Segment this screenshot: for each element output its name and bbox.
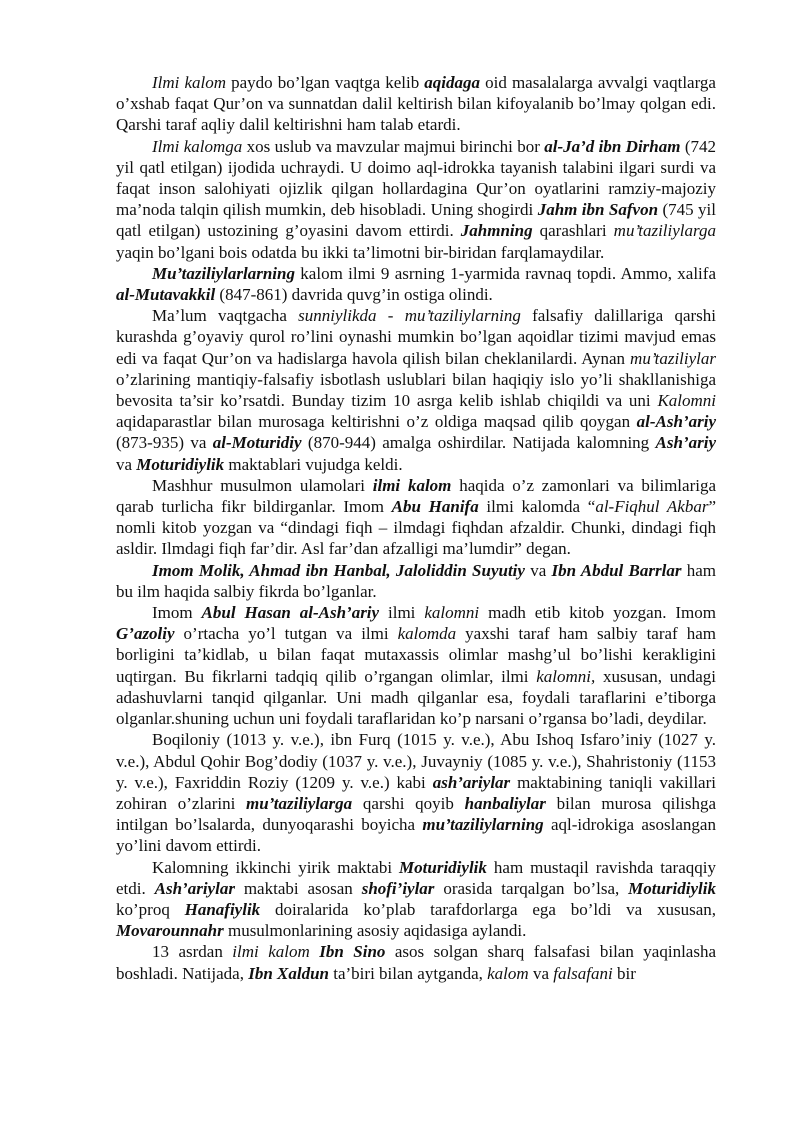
bold-italic-term: Movarounnahr bbox=[116, 921, 224, 941]
text-run: qarshi qoyib bbox=[352, 793, 465, 813]
bold-italic-term: G’azoliy bbox=[116, 624, 175, 644]
paragraph-4 bbox=[116, 305, 716, 475]
italic-term: al-Fiqhul Akbar bbox=[595, 497, 709, 517]
bold-italic-term: Hanafiylik bbox=[184, 899, 261, 919]
paragraph-8 bbox=[116, 729, 716, 856]
text-run: madh etib kitob yozgan. Imom bbox=[479, 603, 716, 623]
paragraph-10 bbox=[116, 941, 716, 983]
text-run: xos uslub va mavzular majmui birinchi bor bbox=[242, 136, 545, 156]
text-run: va bbox=[524, 560, 552, 580]
italic-term: kalomni bbox=[424, 603, 480, 623]
text-run: falsafiy dalillariga qarshi kurashda g’oyaviy qurol ro’lini oynashi mumkin bo’lgan aqoidlar tizimi mavjud emas edi va faqat Qur’on va hadislarga havola qilish bilan cheklanilardi. Aynan bbox=[116, 306, 716, 368]
text-run: ilmi kalomda “ bbox=[478, 497, 596, 517]
bold-italic-term: Jahmning bbox=[460, 221, 533, 241]
bold-italic-term: al-Moturidiy bbox=[212, 433, 302, 453]
text-run: ko’proq bbox=[116, 899, 185, 919]
text-run: bir bbox=[612, 963, 636, 983]
italic-term: falsafani bbox=[553, 963, 613, 983]
text-run: va bbox=[528, 963, 554, 983]
bold-italic-term: hanbaliylar bbox=[464, 793, 546, 813]
text-run: asos solgan sharq falsafasi bilan yaqinlasha boshladi. Natijada, bbox=[116, 942, 717, 983]
paragraph-7 bbox=[116, 602, 716, 729]
paragraph-3 bbox=[116, 263, 716, 305]
italic-term: mu’taziliylar bbox=[630, 348, 716, 368]
text-run: ilmi bbox=[379, 603, 425, 623]
bold-italic-term: al-Ja’d ibn Dirham bbox=[544, 136, 681, 156]
bold-italic-term: Moturidiylik bbox=[136, 454, 225, 474]
text-run: maktabi asosan bbox=[234, 878, 362, 898]
text-run: ” nomli kitob yozgan va “dindagi fiqh – ilmdagi fiqhdan afzaldir. Chunki, dindagi fiqh asldir. Ilmdagi fiqh far’dir. Asl far’dan afzalligi ma’lumdir” degan. bbox=[116, 497, 717, 559]
text-run: musulmonlarining asosiy aqidasiga aylandi. bbox=[223, 921, 527, 941]
text-run: Mashhur musulmon ulamolari bbox=[152, 475, 373, 495]
bold-italic-term: Ibn Xaldun bbox=[248, 963, 329, 983]
text-run: orasida tarqalgan bo’lsa, bbox=[434, 878, 629, 898]
text-run: paydo bo’lgan vaqtga kelib bbox=[226, 73, 425, 92]
text-run: haqida o’z zamonlari va bilimlariga qarab turlicha fikr bildirganlar. Imom bbox=[116, 475, 717, 517]
italic-term: kalomda bbox=[397, 624, 457, 644]
italic-term: ilmi kalom bbox=[232, 942, 310, 962]
bold-italic-term: Abu Hanifa bbox=[391, 497, 479, 517]
text-run: doiralarida ko’plab tarafdorlarga ega bo’ldi va xususan, bbox=[260, 899, 717, 919]
bold-italic-term: shofi’iylar bbox=[361, 878, 435, 898]
text-run: o’rtacha yo’l tutgan va ilmi bbox=[174, 624, 398, 644]
text-run: (742 yil qatl etilgan) ijodida uchraydi. U doimo aql-idrokka tayanish talabini ilgari surdi va faqat inson salohiyati ojizlik qilgan hollardagina Qur’on oyatlarini ramziy-majoziy ma’noda talqin qilish mumkin, deb hisobladi. Uning shogirdi bbox=[116, 136, 716, 220]
text-run: (847-861) davrida quvg’in ostiga olindi. bbox=[215, 285, 493, 305]
text-run: Boqiloniy (1013 y. v.e.), ibn Furq (1015 y. v.e.), Abu Ishoq Isfaro’iniy (1027 y. v.e.), Abdul Qohir Bog’dodiy (1037 y. v.e.), Juvayniy (1085 y. v.e.), Shahristoniy (1153 y. v.e.), Faxriddin Roziy (1209 y. v.e.) kabi bbox=[116, 730, 716, 792]
bold-italic-term: Imom Molik, Ahmad ibn Hanbal, Jaloliddin Suyutiy bbox=[152, 560, 525, 580]
paragraph-6 bbox=[116, 560, 716, 602]
paragraph-2 bbox=[116, 136, 716, 263]
bold-italic-term: Abul Hasan al-Ash’ariy bbox=[201, 603, 380, 623]
text-run: ta’biri bilan aytganda, bbox=[329, 963, 488, 983]
text-run: maktablari vujudga keldi. bbox=[224, 454, 403, 474]
text-run bbox=[310, 942, 319, 961]
text-run: aql-idrokiga asoslangan yo’lini davom ettirdi. bbox=[116, 815, 716, 856]
bold-italic-term: Ash’ariylar bbox=[154, 878, 235, 898]
bold-italic-term: Moturidiylik bbox=[399, 857, 487, 877]
bold-italic-term: al-Ash’ariy bbox=[636, 412, 716, 432]
italic-term: mu’taziliylarga bbox=[613, 221, 716, 241]
italic-term: Kalomni bbox=[657, 391, 716, 411]
bold-italic-term: Mu’taziliylarlarning bbox=[152, 263, 295, 283]
bold-italic-term: al-Mutavakkil bbox=[116, 285, 216, 305]
italic-term: kalomni, bbox=[536, 666, 596, 686]
bold-italic-term: Ibn Abdul Barrlar bbox=[551, 560, 682, 580]
text-run: (873-935) va bbox=[116, 433, 213, 453]
text-run: xususan, undagi adashuvlarni tanqid qilganlar. Uni madh qilganlar esa, foydali taraflarini e’tiborga olganlar.shuning uchun uni foydali taraflaridan ko’p narsani o’rgansa bo’ladi, deydilar. bbox=[116, 666, 717, 729]
paragraph-1 bbox=[116, 72, 716, 136]
text-run: Kalomning ikkinchi yirik maktabi bbox=[152, 857, 400, 877]
text-run: va bbox=[116, 454, 137, 474]
bold-italic-term: Ibn Sino bbox=[319, 942, 386, 962]
text-run: Imom bbox=[152, 603, 202, 623]
text-run: ham mustaqil ravishda taraqqiy etdi. bbox=[116, 857, 716, 898]
text-run: (870-944) amalga oshirdilar. Natijada kalomning bbox=[301, 433, 656, 453]
text-run: Ma’lum vaqtgacha bbox=[152, 306, 299, 326]
text-run: oid masalalarga avvalgi vaqtlarga o’xshab faqat Qur’on va sunnatdan dalil keltirish bilan kifoyalanib bo’lmay qolgan edi. Qarshi taraf aqliy dalil keltirishni ham talab etardi. bbox=[116, 73, 716, 135]
bold-italic-term: aqidaga bbox=[424, 73, 481, 92]
text-run: yaxshi taraf ham salbiy taraf ham borligini ta’kidlab, u bilan faqat mutaxassis olimlar mashg’ul bo’lishi kerakligini uqtirgan. Bu fikrlarni tadqiq qilib o’rgangan olimlar, ilmi bbox=[116, 624, 716, 686]
text-run: qarashlari bbox=[532, 221, 614, 241]
bold-italic-term: mu’taziliylarga bbox=[246, 793, 353, 813]
text-run: ham bu ilm haqida salbiy fikrda bo’lganlar. bbox=[116, 560, 716, 601]
italic-term: kalom bbox=[487, 963, 529, 983]
text-run: kalom ilmi 9 asrning 1-yarmida ravnaq topdi. Ammo, xalifa bbox=[294, 263, 716, 283]
italic-term: sunniylikda bbox=[298, 306, 377, 326]
bold-italic-term: Jahm ibn Safvon bbox=[537, 200, 659, 220]
text-run: 13 asrdan bbox=[152, 942, 233, 962]
paragraph-9 bbox=[116, 857, 716, 942]
text-run: aqidaparastlar bilan murosaga keltirishni o’z oldiga maqsad qilib qoygan bbox=[116, 412, 637, 432]
italic-term: Ilmi kalomga bbox=[152, 136, 243, 156]
bold-italic-term: Ash’ariy bbox=[655, 433, 716, 453]
paragraph-5 bbox=[116, 475, 716, 560]
italic-term: Ilmi kalom bbox=[152, 73, 227, 92]
text-run: maktabining taniqli vakillari zohiran o’zlarini bbox=[116, 772, 716, 813]
bold-italic-term: ilmi kalom bbox=[372, 475, 452, 495]
italic-term: mu’taziliylarning bbox=[404, 306, 521, 326]
text-run: - bbox=[376, 306, 405, 326]
bold-italic-term: mu’taziliylarning bbox=[422, 815, 544, 835]
document-body bbox=[116, 72, 716, 984]
bold-italic-term: ash’ariylar bbox=[432, 772, 511, 792]
text-run: bilan murosa qilishga intilgan bo’lsalarda, dunyoqarashi boyicha bbox=[116, 793, 716, 835]
text-run: (745 yil qatl etilgan) ustozining g’oyasini davom ettirdi. bbox=[116, 200, 716, 241]
text-run: o’zlarining mantiqiy-falsafiy isbotlash uslublari bilan haqiqiy islo yo’li shakllanishiga bevosita ta’sir ko’rsatdi. Bunday tizim 10 asrga kelib ishlab chiqildi va uni bbox=[116, 369, 716, 411]
text-run: yaqin bo’lgani bois odatda bu ikki ta’limotni bir-biridan farqlamaydilar. bbox=[116, 242, 605, 262]
bold-italic-term: Moturidiylik bbox=[628, 878, 716, 898]
